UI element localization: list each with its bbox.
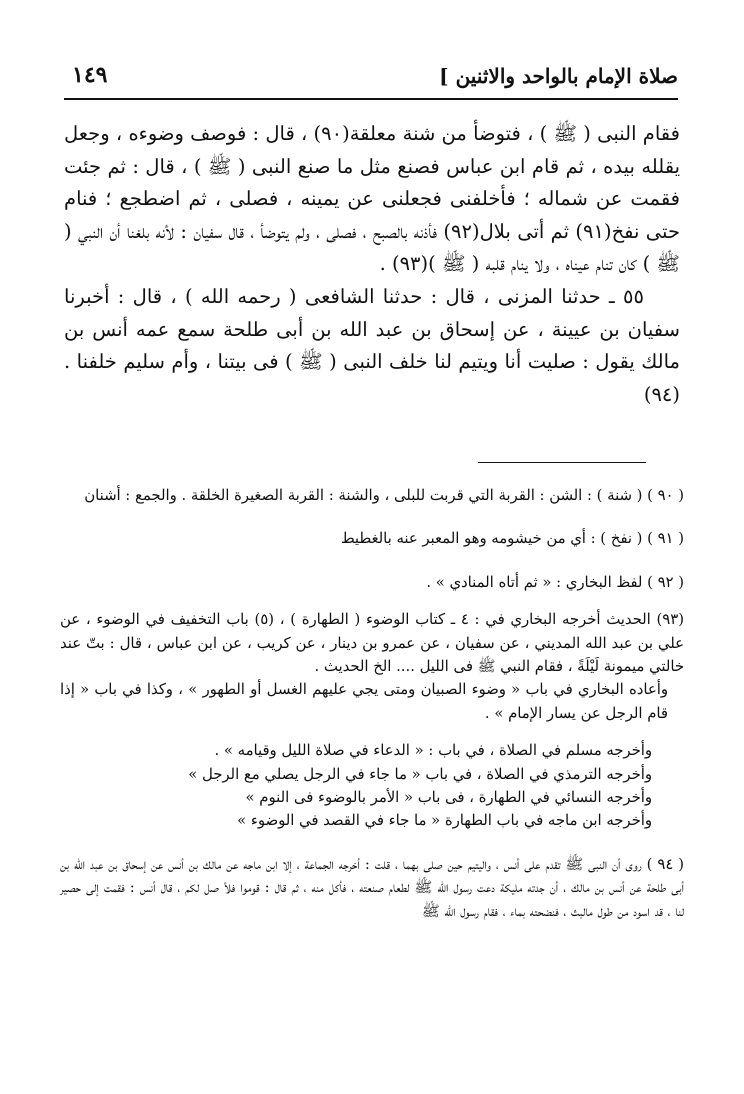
footnote-93-tirmidhi: وأخرجه الترمذي في الصلاة ، في باب « ما جاء في الرجل يصلي مع الرجل »: [188, 765, 652, 783]
footnote-90: ( ٩٠ ) ( شنة ) : الشن : القربة التي قربت للبلى ، والشنة : القربة الصغيرة الخلقة . والجمع : أشنان: [84, 487, 684, 504]
footnote-92: ( ٩٢ ) لفظ البخاري : « ثم أتاه المنادي » .: [426, 573, 684, 591]
chapter-title: صلاة الإمام بالواحد والاثنين ]: [439, 64, 678, 88]
footnote-93-muslim: وأخرجه مسلم في الصلاة ، في باب : « الدعاء في صلاة الليل وقيامه » .: [214, 742, 652, 760]
hadith-55: ٥٥ ـ حدثنا المزنى ، قال : حدثنا الشافعى ( رحمه الله ) ، قال : أخبرنا سفيان بن عيينة ، عن إسحاق بن عبد الله بن أبى طلحة سمع عمه أنس بن مالك يقول : صليت أنا ويتيم لنا خلف النبى ( ﷺ ) فى بيتنا ، وأم سليم خلفنا .(٩٤): [64, 284, 680, 406]
main-text: [64, 118, 680, 411]
running-header: [64, 58, 678, 100]
page-number: ١٤٩: [72, 62, 108, 88]
hadith-54-continuation: فقام النبى ( ﷺ ) ، فتوضأ من شنة معلقة(٩٠) ، قال : فوصف وضوءه ، وجعل يقلله بيده ، ثم قام ابن عباس فصنع مثل ما صنع النبى ( ﷺ ) ، قال : ثم جئت فقمت عن شماله ؛ فأخلفنى فجعلنى عن يمينه ، فصلى ، ثم اضطجع ؛ فنام حتى نفخ(٩١) ثم أتى بلال(٩٢) فأذنه بالصبح ، فصلى ، ولم يتوضأ ، قال سفيان : لأنه بلغنا أن النبي ( ﷺ ) كان تنام عيناه ، ولا ينام قلبه ( ﷺ )(٩٣) .: [64, 122, 680, 276]
footnote-93-ibn-majah: وأخرجه ابن ماجه في باب الطهارة « ما جاء في القصد في الوضوء »: [237, 812, 652, 830]
footnote-separator: [478, 462, 646, 463]
footnote-93-bukhari-repeat: وأعاده البخاري في باب « وضوء الصبيان ومتى يجي عليهم الغسل أو الطهور » ، وكذا في باب « إذا قام الرجل عن يسار الإمام » .: [60, 681, 668, 722]
footnote-93: (٩٣) الحديث أخرجه البخاري في : ٤ ـ كتاب الوضوء ( الطهارة ) ، (٥) باب التخفيف في الوضوء ، عن علي بن عبد الله المديني ، عن سفيان ، عن عمرو بن دينار ، عن كريب ، عن ابن عباس ، قال : بتّ عند خالتي ميمونة لَيْلَةً ، فقام النبي ﷺ فى الليل .... الخ الحديث .: [60, 611, 684, 676]
footnote-94: ( ٩٤ ) روى أن النبى ﷺ تقدم على أنس ، واليتيم حين صلى بهما ، قلت : أخرجه الجماعة ، إلا ابن ماجه عن مالك بن أنس عن إسحاق بن عبد الله بن أبى طلحة عن أنس بن مالك ، أن جدته مليكة دعت رسول الله ﷺ لطعام صنعته ، فأكل منه ، ثم قال : قوموا فلأ صل لكم ، قال أنس : فقمت إلى حصير لنا ، قد اسود من طول مالبث ، فنضحته بماء ، فقام رسول الله ﷺ: [60, 855, 684, 920]
footnote-93-nasai: وأخرجه النسائي في الطهارة ، فى باب « الأمر بالوضوء فى النوم »: [245, 789, 652, 807]
footnote-91: ( ٩١ ) ( نفخ ) : أي من خيشومه وهو المعبر عنه بالغطيط: [340, 530, 684, 548]
footnotes: [60, 484, 684, 923]
